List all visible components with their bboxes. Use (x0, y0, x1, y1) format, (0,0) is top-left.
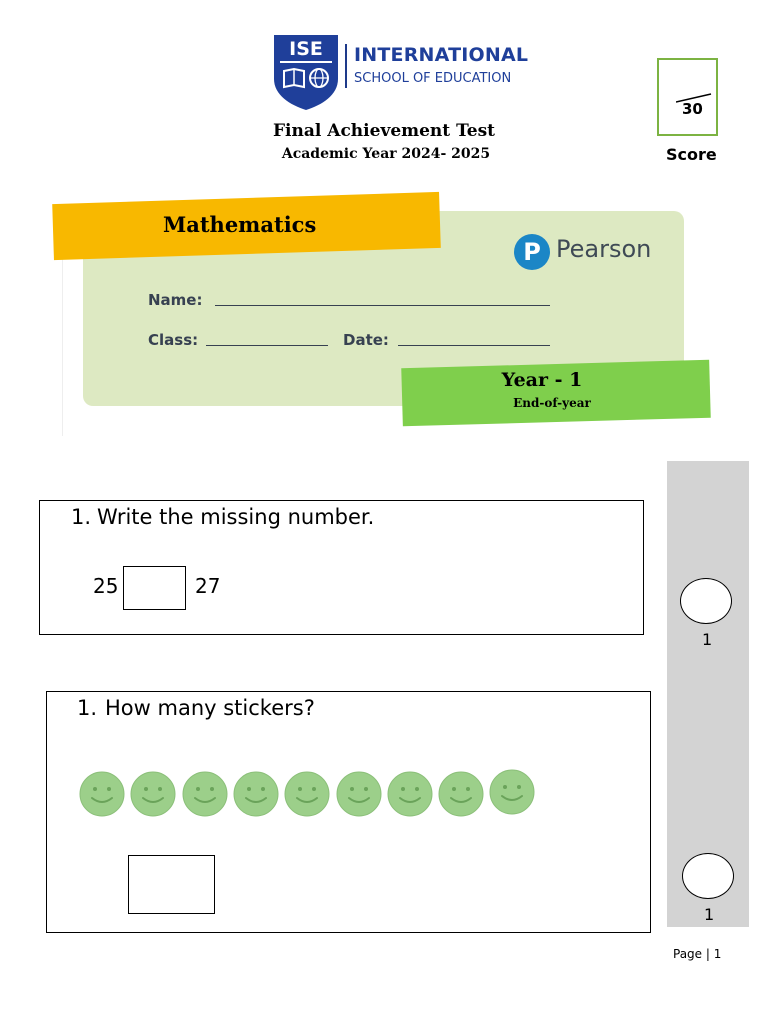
level-label: End-of-year (513, 396, 591, 410)
smiley-sticker-icon (387, 771, 433, 817)
year-label: Year - 1 (501, 369, 583, 391)
q2-mark-circle[interactable] (682, 853, 734, 899)
school-name-line2: SCHOOL OF EDUCATION (354, 71, 512, 86)
academic-year: Academic Year 2024- 2025 (281, 146, 491, 162)
q1-marks: 1 (702, 630, 713, 649)
publisher-name: Pearson (556, 235, 652, 263)
sequence-before: 25 (93, 574, 119, 598)
smiley-sticker-icon (130, 771, 176, 817)
name-field[interactable] (215, 305, 550, 306)
page-separator: | (705, 947, 710, 961)
question-2-text: How many stickers? (105, 696, 315, 720)
sticker-count-answer-box[interactable] (128, 855, 215, 914)
score-label: Score (666, 145, 717, 164)
date-label: Date: (343, 331, 389, 349)
missing-number-answer-box[interactable] (123, 566, 186, 610)
question-2-number: 1. (77, 696, 98, 720)
smiley-sticker-icon (182, 771, 228, 817)
logo-letters: ISE (289, 38, 323, 60)
page-label: Page (673, 947, 703, 961)
test-title: Final Achievement Test (272, 121, 496, 141)
card-edge (62, 258, 63, 436)
smiley-sticker-icon (284, 771, 330, 817)
school-shield-logo (272, 33, 340, 111)
q2-marks: 1 (704, 905, 715, 924)
sequence-after: 27 (195, 574, 221, 598)
q1-mark-circle[interactable] (680, 578, 732, 624)
name-label: Name: (148, 291, 203, 309)
page-number: 1 (713, 947, 722, 961)
page-footer (673, 947, 721, 961)
score-total: 30 (682, 100, 703, 118)
class-field[interactable] (206, 345, 328, 346)
question-1-number: 1. (71, 505, 92, 529)
school-name-line1: INTERNATIONAL (354, 44, 529, 66)
class-label: Class: (148, 331, 199, 349)
logo-divider (345, 44, 347, 88)
smiley-sticker-icon (438, 771, 484, 817)
date-field[interactable] (398, 345, 550, 346)
smiley-sticker-icon (79, 771, 125, 817)
smiley-sticker-icon (489, 769, 535, 815)
smiley-sticker-icon (233, 771, 279, 817)
smiley-sticker-icon (336, 771, 382, 817)
pearson-logo-icon: P (514, 234, 550, 270)
question-1-text: Write the missing number. (97, 505, 375, 529)
subject-title: Mathematics (163, 212, 317, 237)
